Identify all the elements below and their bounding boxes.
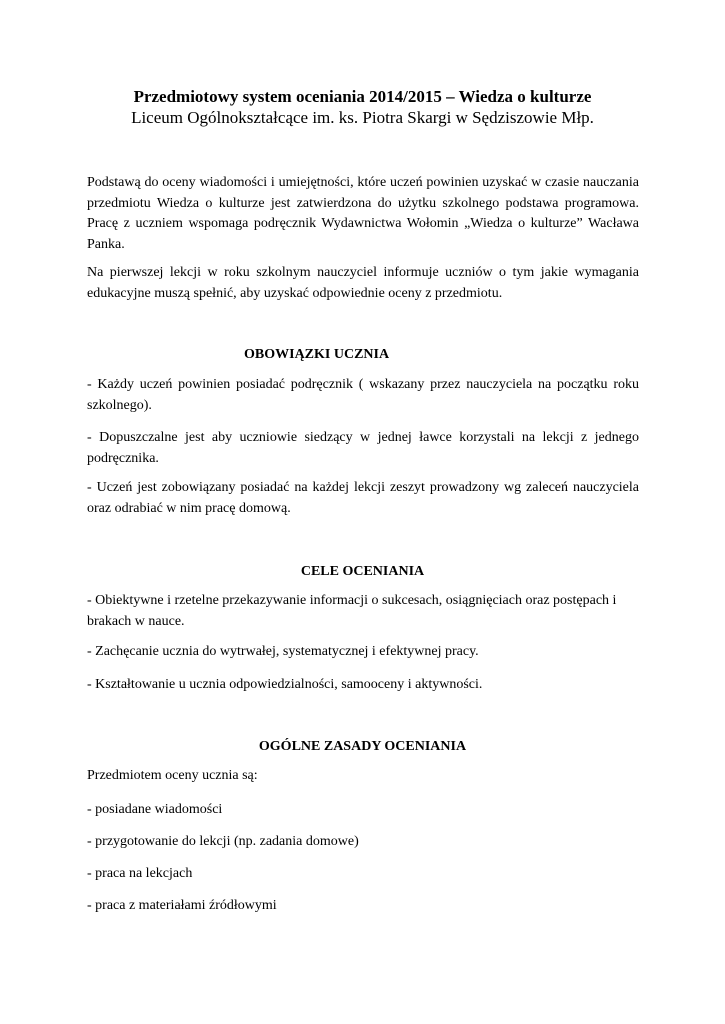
zasady-item-2: - przygotowanie do lekcji (np. zadania domowe) xyxy=(87,834,359,849)
obowiazki-item-3: - Uczeń jest zobowiązany posiadać na każdej lekcji zeszyt prowadzony wg zaleceń nauczyciela oraz odrabiać w nim pracę domową. xyxy=(87,480,639,516)
zasady-item-4: - praca z materiałami źródłowymi xyxy=(87,898,277,913)
document-title: Przedmiotowy system oceniania 2014/2015 – Wiedza o kulturze xyxy=(133,87,592,106)
section-heading-zasady: OGÓLNE ZASADY OCENIANIA xyxy=(258,739,467,754)
zasady-item-3: - praca na lekcjach xyxy=(87,866,193,881)
cele-item-2: - Zachęcanie ucznia do wytrwałej, systematycznej i efektywnej pracy. xyxy=(87,644,479,659)
zasady-intro: Przedmiotem oceny ucznia są: xyxy=(87,768,258,783)
obowiazki-item-1: - Każdy uczeń powinien posiadać podręcznik ( wskazany przez nauczyciela na początku roku szkolnego). xyxy=(87,377,639,413)
school-name: Liceum Ogólnokształcące im. ks. Piotra Skargi w Sędziszowie Młp. xyxy=(131,108,594,127)
section-heading-obowiazki: OBOWIĄZKI UCZNIA xyxy=(244,347,390,362)
intro-paragraph-2: Na pierwszej lekcji w roku szkolnym nauczyciel informuje uczniów o tym jakie wymagania edukacyjne muszą spełnić, aby uzyskać odpowiednie oceny z przedmiotu. xyxy=(87,265,639,301)
section-heading-cele: CELE OCENIANIA xyxy=(300,564,425,579)
zasady-item-1: - posiadane wiadomości xyxy=(87,802,223,817)
intro-paragraph-1: Podstawą do oceny wiadomości i umiejętności, które uczeń powinien uzyskać w czasie nauczania przedmiotu Wiedza o kulturze jest zatwierdzona do użytku szkolnego podstawa programowa. Pracę z uczniem wspomaga podręcznik Wydawnictwa Wołomin „Wiedza o kulturze” Wacława Panka. xyxy=(87,175,639,252)
cele-item-1: - Obiektywne i rzetelne przekazywanie informacji o sukcesach, osiągnięciach oraz postępach i brakach w nauce. xyxy=(87,593,617,629)
cele-item-3: - Kształtowanie u ucznia odpowiedzialności, samooceny i aktywności. xyxy=(87,677,483,692)
obowiazki-item-2: - Dopuszczalne jest aby uczniowie siedzący w jednej ławce korzystali na lekcji z jednego podręcznika. xyxy=(87,430,639,466)
